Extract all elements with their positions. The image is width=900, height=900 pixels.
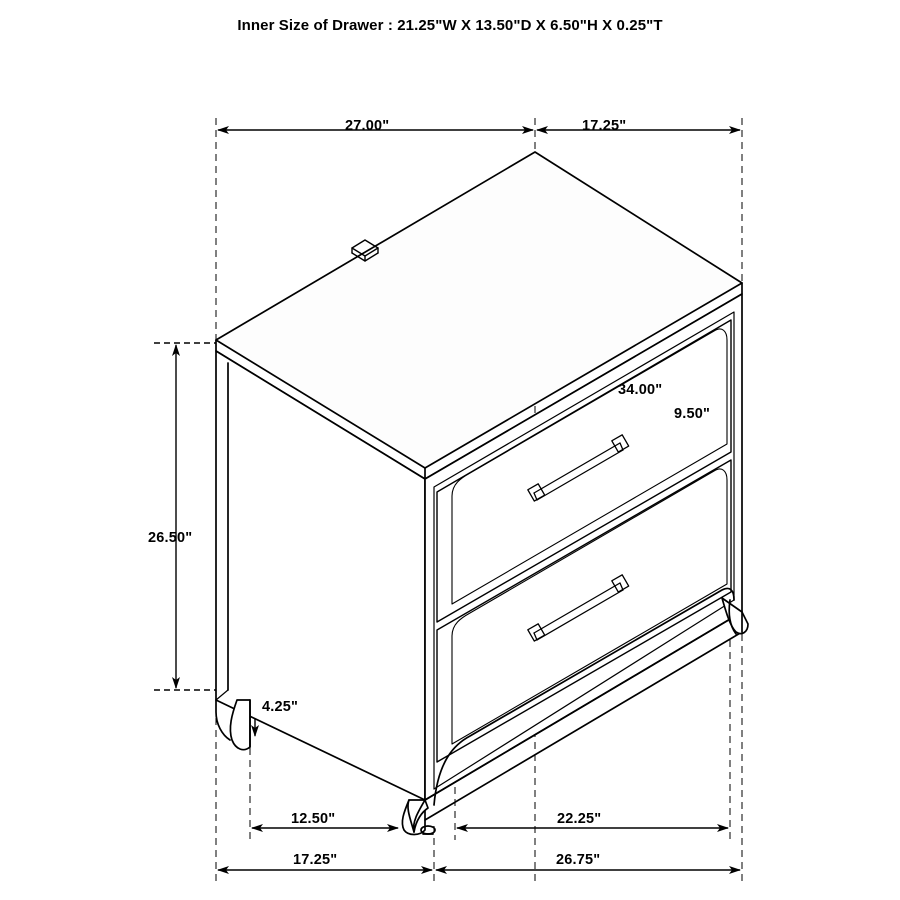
dim-label-overall-depth: 17.25" (293, 852, 338, 868)
dim-label-front-base-width: 22.25" (557, 811, 602, 827)
dim-label-overall-height: 26.50" (148, 530, 193, 546)
dim-label-interior-width: 34.00" (618, 382, 663, 398)
dim-label-top-depth: 17.25" (582, 118, 627, 134)
dim-label-overall-width: 26.75" (556, 852, 601, 868)
dim-label-top-width: 27.00" (345, 118, 390, 134)
dim-label-leg-height: 4.25" (262, 699, 299, 715)
nightstand-illustration (216, 152, 748, 835)
page-title: Inner Size of Drawer : 21.25"W X 13.50"D X 6.50"H X 0.25"T (237, 17, 663, 34)
dim-label-side-base-width: 12.50" (291, 811, 336, 827)
dim-overall-height (154, 343, 216, 690)
dim-label-drawer-height: 9.50" (674, 406, 711, 422)
